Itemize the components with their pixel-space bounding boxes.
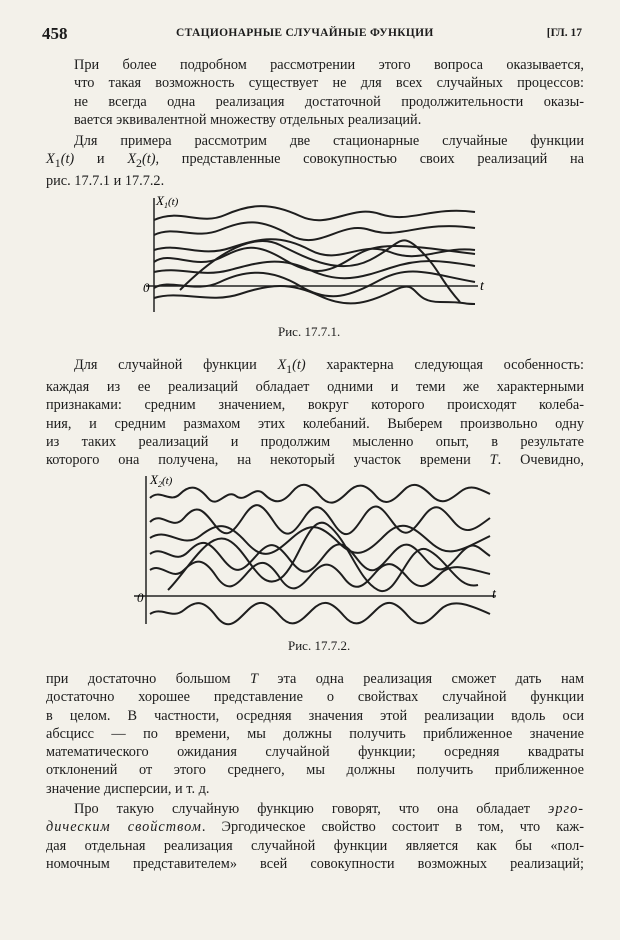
text-line: что такая возможность существует не для всех случайных процессов: (74, 75, 584, 92)
function-argument: (t) (292, 357, 306, 373)
figure-17-7-2 (128, 470, 508, 630)
paragraph-2 (46, 132, 584, 191)
function-symbol: X (46, 151, 55, 168)
subscript: 1 (54, 156, 61, 171)
realization-curve (150, 505, 490, 534)
text-line: рис. 17.7.1 и 17.7.2. (46, 173, 165, 190)
text-line: абсцисс — по времени, мы должны получить приближенное значение (46, 725, 584, 742)
running-title: СТАЦИОНАРНЫЕ СЛУЧАЙНЫЕ ФУНКЦИИ (176, 27, 434, 39)
text-line: каждая из ее реализаций обладает одними и теми же характерными (46, 379, 584, 396)
text-fragment: эта одна реализация сможет дать нам (257, 671, 584, 687)
text-line: дая отдельная реализация случайной функции является как бы «пол- (46, 837, 584, 854)
realization-curve (154, 222, 475, 240)
text-line: При более подробном рассмотрении этого вопроса оказывается, (74, 57, 584, 73)
text-fragment: . Эргодическое свойство состоит в том, что каж- (201, 819, 584, 836)
subscript: 2 (136, 156, 142, 171)
function-argument: (t) (60, 151, 75, 168)
page-header (42, 24, 582, 46)
figure-1-caption: Рис. 17.7.1. (278, 324, 341, 339)
text-line (46, 800, 584, 818)
text-fragment: которого она получена, на некоторый участок времени (46, 452, 490, 469)
realization-curve (150, 603, 490, 624)
text-line (46, 356, 584, 378)
x-axis-label: t (480, 279, 484, 294)
emphasized-term: дическим свойством (46, 819, 202, 836)
text-fragment: при достаточно большом (46, 671, 251, 687)
text-fragment: характерна следующая особенность: (305, 357, 585, 373)
text-line: значение дисперсии, и т. д. (46, 780, 210, 797)
text-fragment: и (74, 151, 128, 168)
text-line: вается эквивалентной множеству отдельных реализаций. (74, 111, 422, 128)
realization-curve (154, 206, 475, 220)
text-line: отклонений от этого среднего, мы должны получить приближенное (46, 762, 584, 779)
paragraph-5 (46, 800, 584, 873)
paragraph-4 (46, 670, 584, 798)
figure-2-caption: Рис. 17.7.2. (288, 638, 351, 653)
variable-symbol: T (489, 452, 498, 469)
figure-17-7-1 (140, 190, 490, 320)
realization-curve (154, 286, 475, 304)
text-line: не всегда одна реализация достаточной продолжительности оказы- (74, 93, 584, 110)
emphasized-term: эрго- (548, 801, 584, 817)
text-line: в целом. В частности, осредняя значения этой реализации вдоль оси (46, 707, 584, 724)
x-axis-label: t (492, 587, 496, 602)
paragraph-1 (46, 56, 584, 129)
text-line (46, 451, 584, 469)
chapter-reference: [ГЛ. 17 (546, 27, 582, 39)
origin-label: 0 (137, 590, 144, 605)
realization-curve (150, 485, 490, 503)
function-symbol: X (127, 151, 137, 168)
text-line: ния, и средним размахом этих колебаний. Выберем произвольно одну (46, 415, 584, 432)
text-line (46, 150, 584, 172)
text-fragment: , представленные совокупностью своих реализаций на (155, 151, 584, 168)
text-line: признаками: средним значением, вокруг которого происходят колеба- (46, 397, 584, 414)
text-line (46, 670, 584, 688)
y-axis-label: $X_1^{(t)}$ (156, 193, 179, 210)
text-line: номочным представителем» всей совокупности возможных реализаций; (46, 855, 584, 872)
text-line: достаточно хорошее представление о свойствах случайной функции (46, 689, 584, 706)
text-line (46, 818, 584, 836)
text-line: Для примера рассмотрим две стационарные случайные функции (74, 133, 584, 149)
text-fragment: Про такую случайную функцию говорят, что она обладает (74, 801, 549, 817)
origin-label: 0 (143, 280, 150, 295)
subscript: 1 (286, 361, 293, 376)
text-fragment: Для случайной функции (74, 357, 278, 373)
page-number: 458 (42, 24, 68, 43)
function-symbol: X (277, 357, 287, 373)
text-line: из таких реализаций и продолжим мысленно опыт, в результате (46, 434, 584, 451)
text-line: математического ожидания случайной функции; осредняя квадраты (46, 744, 584, 761)
paragraph-3 (46, 356, 584, 470)
variable-symbol: T (250, 671, 258, 687)
text-fragment: . Очевидно, (497, 452, 585, 469)
y-axis-label: $X_2^{(t)}$ (150, 472, 173, 489)
function-argument: (t) (142, 151, 156, 168)
realization-curve (150, 562, 490, 589)
